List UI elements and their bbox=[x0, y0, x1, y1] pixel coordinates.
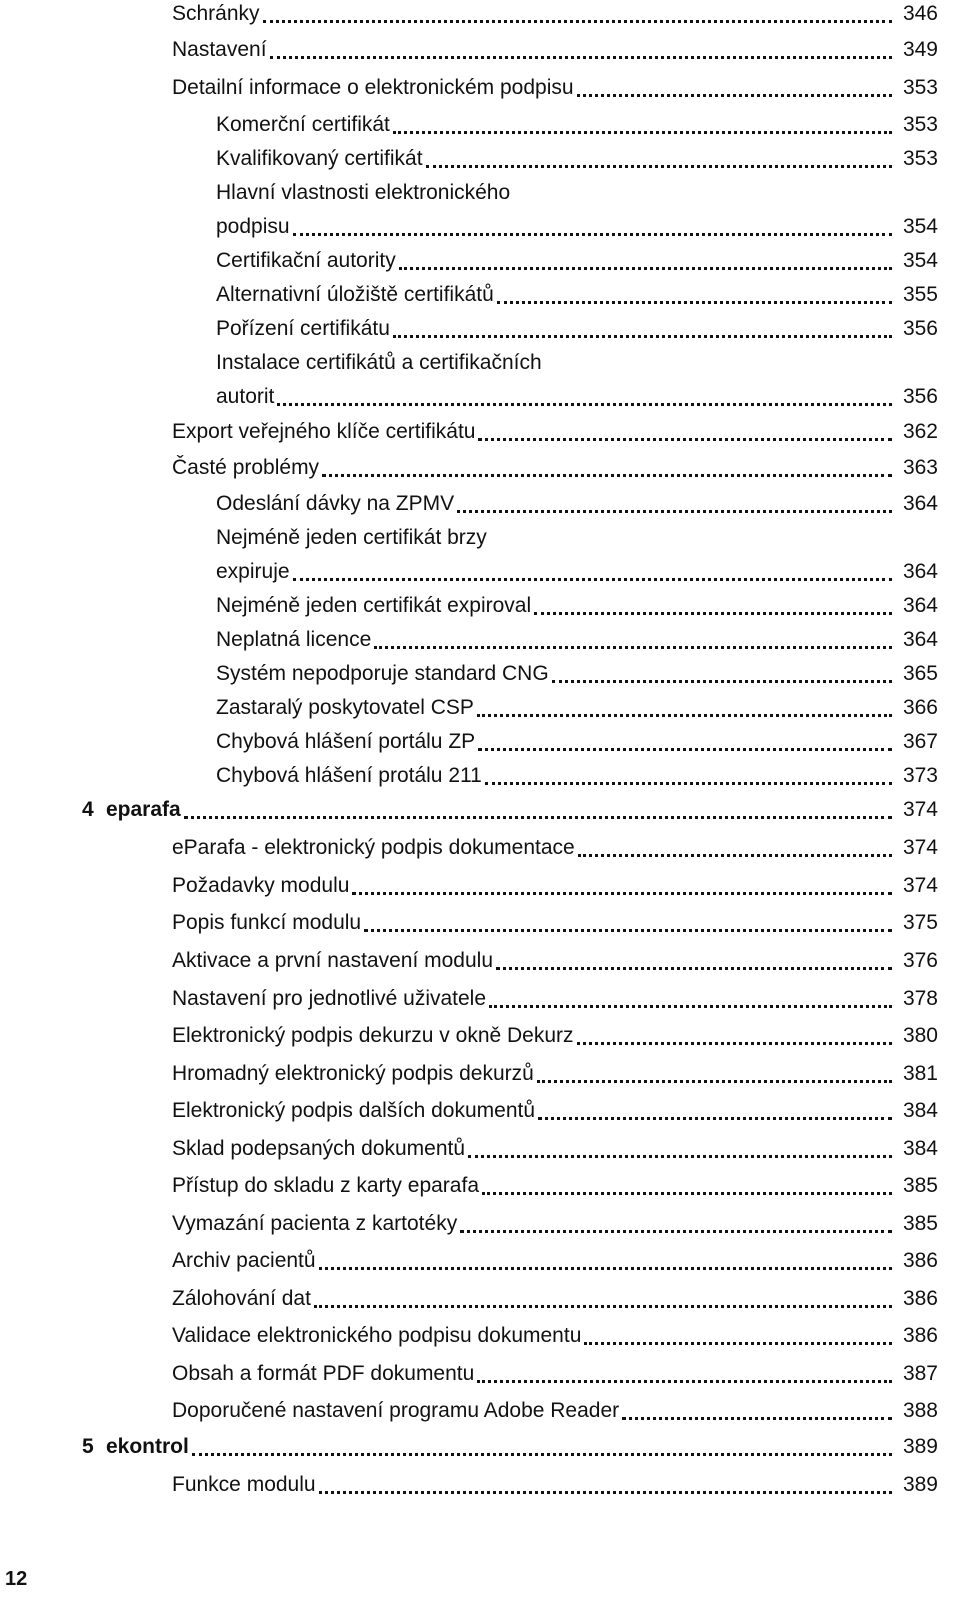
toc-entry-title: Certifikační autority bbox=[216, 249, 396, 272]
leader-dots bbox=[496, 965, 892, 970]
toc-entry[interactable] bbox=[172, 947, 938, 977]
toc-entry[interactable] bbox=[172, 1097, 938, 1127]
toc-entry-page: 354 bbox=[902, 249, 938, 272]
leader-dots bbox=[497, 299, 892, 304]
toc-entry-title-cont: autorit bbox=[216, 385, 275, 408]
leader-dots bbox=[460, 1228, 892, 1233]
toc-chapter[interactable] bbox=[82, 1433, 938, 1463]
leader-dots bbox=[584, 1340, 892, 1345]
toc-entry-title: Chybová hlášení protálu 211 bbox=[216, 764, 482, 787]
toc-entry[interactable] bbox=[172, 1285, 938, 1315]
toc-entry-title: Chybová hlášení portálu ZP bbox=[216, 730, 476, 753]
toc-entry-page: 367 bbox=[902, 730, 938, 753]
leader-dots bbox=[622, 1415, 892, 1420]
toc-entry-title: Nastavení bbox=[172, 38, 267, 61]
toc-entry[interactable] bbox=[172, 418, 938, 448]
leader-dots bbox=[552, 678, 892, 683]
leader-dots bbox=[577, 1040, 892, 1045]
toc-entry-page: 386 bbox=[902, 1324, 938, 1347]
toc-entry[interactable] bbox=[216, 315, 938, 345]
toc-entry-page: 378 bbox=[902, 987, 938, 1010]
toc-entry-page: 366 bbox=[902, 696, 938, 719]
toc-entry-title: Hromadný elektronický podpis dekurzů bbox=[172, 1062, 534, 1085]
toc-chapter[interactable] bbox=[82, 796, 938, 826]
toc-entry-title-cont: expiruje bbox=[216, 560, 290, 583]
leader-dots bbox=[426, 163, 892, 168]
toc-entry[interactable] bbox=[216, 145, 938, 175]
toc-entry-title: Doporučené nastavení programu Adobe Reader bbox=[172, 1399, 620, 1422]
toc-entry-title: Požadavky modulu bbox=[172, 874, 350, 897]
toc-entry[interactable] bbox=[172, 909, 938, 939]
leader-dots bbox=[538, 1115, 892, 1120]
toc-entry[interactable] bbox=[216, 247, 938, 277]
toc-entry-title: Časté problémy bbox=[172, 456, 320, 479]
leader-dots bbox=[263, 18, 892, 23]
leader-dots bbox=[485, 780, 892, 785]
toc-entry-title: Sklad podepsaných dokumentů bbox=[172, 1137, 466, 1160]
toc-entry-title: Alternativní úložiště certifikátů bbox=[216, 283, 494, 306]
toc-entry-page: 386 bbox=[902, 1287, 938, 1310]
toc-entry[interactable] bbox=[172, 1210, 938, 1240]
toc-entry[interactable] bbox=[172, 834, 938, 864]
leader-dots bbox=[314, 1303, 892, 1308]
toc-entry-line1 bbox=[216, 179, 938, 209]
toc-entry-page: 384 bbox=[902, 1099, 938, 1122]
toc-entry[interactable] bbox=[216, 728, 938, 758]
leader-dots bbox=[293, 231, 892, 236]
toc-entry-page: 363 bbox=[902, 456, 938, 479]
toc-entry-title: Přístup do skladu z karty eparafa bbox=[172, 1174, 479, 1197]
toc-entry[interactable] bbox=[172, 74, 938, 104]
leader-dots bbox=[270, 54, 892, 59]
leader-dots bbox=[477, 1378, 892, 1383]
toc-entry-title: Neplatná licence bbox=[216, 628, 372, 651]
toc-entry-line1 bbox=[216, 524, 938, 554]
toc-entry-page: 364 bbox=[902, 594, 938, 617]
toc-entry-page: 349 bbox=[902, 38, 938, 61]
toc-entry[interactable] bbox=[216, 694, 938, 724]
leader-dots bbox=[374, 644, 892, 649]
toc-entry-title: Archiv pacientů bbox=[172, 1249, 316, 1272]
toc-entry-title: Validace elektronického podpisu dokumentu bbox=[172, 1324, 582, 1347]
leader-dots bbox=[482, 1190, 892, 1195]
toc-entry-page: 356 bbox=[902, 385, 938, 408]
leader-dots bbox=[393, 333, 892, 338]
toc-entry[interactable] bbox=[172, 454, 938, 484]
toc-entry[interactable] bbox=[172, 872, 938, 902]
toc-entry-page: 374 bbox=[902, 874, 938, 897]
toc-entry-title: Vymazání pacienta z kartotéky bbox=[172, 1212, 458, 1235]
toc-entry-page: 385 bbox=[902, 1212, 938, 1235]
leader-dots bbox=[478, 746, 892, 751]
toc-entry[interactable] bbox=[216, 592, 938, 622]
toc-entry-page: 376 bbox=[902, 949, 938, 972]
toc-entry[interactable] bbox=[172, 36, 938, 66]
toc-entry-title: Export veřejného klíče certifikátu bbox=[172, 420, 476, 443]
leader-dots bbox=[192, 1451, 892, 1456]
leader-dots bbox=[478, 436, 892, 441]
leader-dots bbox=[577, 92, 892, 97]
toc-entry[interactable] bbox=[172, 1135, 938, 1165]
toc-entry-page: 384 bbox=[902, 1137, 938, 1160]
toc-entry-page: 389 bbox=[902, 1435, 938, 1458]
toc-entry-page: 375 bbox=[902, 911, 938, 934]
toc-entry[interactable] bbox=[216, 660, 938, 690]
leader-dots bbox=[537, 1078, 892, 1083]
toc-entry-page: 389 bbox=[902, 1473, 938, 1496]
page-number: 12 bbox=[5, 1568, 28, 1590]
leader-dots bbox=[277, 401, 892, 406]
toc-entry[interactable] bbox=[172, 0, 938, 30]
leader-dots bbox=[578, 852, 892, 857]
toc-entry[interactable] bbox=[172, 1247, 938, 1277]
toc-entry-title: Nejméně jeden certifikát expiroval bbox=[216, 594, 532, 617]
leader-dots bbox=[319, 1265, 892, 1270]
toc-entry-title: Komerční certifikát bbox=[216, 113, 390, 136]
toc-entry-page: 380 bbox=[902, 1024, 938, 1047]
toc-entry-page: 354 bbox=[902, 215, 938, 238]
leader-dots bbox=[319, 1489, 892, 1494]
toc-entry-title: Odeslání dávky na ZPMV bbox=[216, 492, 455, 515]
leader-dots bbox=[322, 472, 892, 477]
toc-entry-title: Hlavní vlastnosti elektronického bbox=[216, 181, 511, 204]
toc-entry-page: 364 bbox=[902, 560, 938, 583]
toc-entry-title: Aktivace a první nastavení modulu bbox=[172, 949, 494, 972]
toc-entry-page: 353 bbox=[902, 147, 938, 170]
leader-dots bbox=[352, 890, 892, 895]
leader-dots bbox=[399, 265, 892, 270]
toc-entry-title: Pořízení certifikátu bbox=[216, 317, 390, 340]
toc-entry-title: Elektronický podpis dekurzu v okně Dekurz bbox=[172, 1024, 574, 1047]
toc-entry[interactable] bbox=[172, 1360, 938, 1390]
toc-entry-page: 364 bbox=[902, 492, 938, 515]
leader-dots bbox=[293, 576, 892, 581]
toc-entry-page: 364 bbox=[902, 628, 938, 651]
toc-entry-title-cont: podpisu bbox=[216, 215, 290, 238]
toc-entry[interactable] bbox=[216, 490, 938, 520]
toc-entry[interactable] bbox=[216, 111, 938, 141]
toc-entry-title: Obsah a formát PDF dokumentu bbox=[172, 1362, 475, 1385]
toc-entry-title: Elektronický podpis dalších dokumentů bbox=[172, 1099, 536, 1122]
toc-entry[interactable] bbox=[172, 1022, 938, 1052]
toc-entry-page: 365 bbox=[902, 662, 938, 685]
toc-entry-title: Zálohování dat bbox=[172, 1287, 311, 1310]
leader-dots bbox=[477, 712, 892, 717]
toc-entry-page: 362 bbox=[902, 420, 938, 443]
leader-dots bbox=[457, 508, 892, 513]
toc-entry-title: Detailní informace o elektronickém podpisu bbox=[172, 76, 574, 99]
toc-entry-page: 355 bbox=[902, 283, 938, 306]
toc-entry-page: 353 bbox=[902, 76, 938, 99]
leader-dots bbox=[364, 927, 892, 932]
toc-entry[interactable] bbox=[172, 1322, 938, 1352]
toc-entry-title: Zastaralý poskytovatel CSP bbox=[216, 696, 474, 719]
toc-entry[interactable] bbox=[216, 383, 938, 413]
toc-entry-title: Schránky bbox=[172, 2, 260, 25]
toc-entry[interactable] bbox=[216, 558, 938, 588]
toc-entry[interactable] bbox=[172, 1172, 938, 1202]
toc-entry[interactable] bbox=[216, 213, 938, 243]
toc-entry-page: 356 bbox=[902, 317, 938, 340]
toc-entry-page: 381 bbox=[902, 1062, 938, 1085]
toc-entry-page: 386 bbox=[902, 1249, 938, 1272]
toc-entry-page: 353 bbox=[902, 113, 938, 136]
toc-chapter-title: ekontrol bbox=[106, 1435, 189, 1458]
toc-entry[interactable] bbox=[172, 1060, 938, 1090]
toc-entry[interactable] bbox=[172, 1471, 938, 1501]
toc-entry-page: 385 bbox=[902, 1174, 938, 1197]
leader-dots bbox=[393, 129, 892, 134]
toc-entry-title: Funkce modulu bbox=[172, 1473, 316, 1496]
toc-entry-page: 373 bbox=[902, 764, 938, 787]
toc-entry[interactable] bbox=[216, 626, 938, 656]
toc-entry-page: 387 bbox=[902, 1362, 938, 1385]
toc-entry-title: Nejméně jeden certifikát brzy bbox=[216, 526, 487, 549]
toc-entry-page: 374 bbox=[902, 798, 938, 821]
toc-entry-title: Popis funkcí modulu bbox=[172, 911, 362, 934]
toc-entry[interactable] bbox=[172, 985, 938, 1015]
leader-dots bbox=[534, 610, 892, 615]
toc-entry-title: Kvalifikovaný certifikát bbox=[216, 147, 423, 170]
toc-entry[interactable] bbox=[172, 1397, 938, 1427]
leader-dots bbox=[184, 814, 892, 819]
toc-chapter-number: 5 bbox=[82, 1435, 94, 1458]
toc-entry[interactable] bbox=[216, 762, 938, 792]
toc-entry-title: Instalace certifikátů a certifikačních bbox=[216, 351, 542, 374]
toc-entry-page: 388 bbox=[902, 1399, 938, 1422]
toc-entry-title: Nastavení pro jednotlivé uživatele bbox=[172, 987, 487, 1010]
toc-entry-page: 374 bbox=[902, 836, 938, 859]
leader-dots bbox=[468, 1153, 892, 1158]
toc-chapter-title: eparafa bbox=[106, 798, 181, 821]
toc-entry-page: 346 bbox=[902, 2, 938, 25]
leader-dots bbox=[489, 1003, 892, 1008]
toc-entry-title: Systém nepodporuje standard CNG bbox=[216, 662, 549, 685]
toc-entry-title: eParafa - elektronický podpis dokumentace bbox=[172, 836, 575, 859]
toc-entry-line1 bbox=[216, 349, 938, 379]
toc-chapter-number: 4 bbox=[82, 798, 94, 821]
toc-entry[interactable] bbox=[216, 281, 938, 311]
